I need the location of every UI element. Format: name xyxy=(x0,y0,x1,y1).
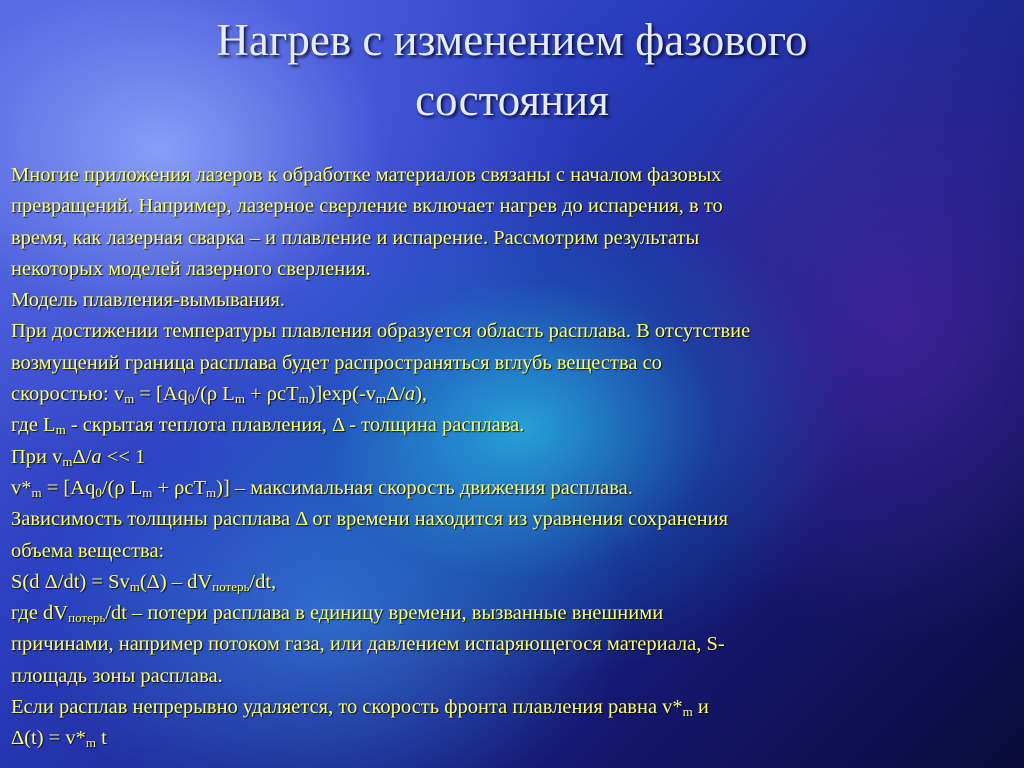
formula-subscript: m xyxy=(206,484,217,500)
formula-text: /dt – потери расплава в единицу времени, вызванные внешними xyxy=(105,602,664,625)
body-line-15 xyxy=(11,598,1016,629)
body-line-12: Зависимость толщины расплава Δ от времени находится из уравнения сохранения xyxy=(11,508,729,531)
body-line-10 xyxy=(11,442,1016,473)
body-line-16: причинами, например потоком газа, или давлением испаряющегося материала, S- xyxy=(11,633,725,656)
body-line-17: площадь зоны расплава. xyxy=(11,664,223,687)
formula-text: )]exp(-v xyxy=(308,383,376,406)
slide-title-line-2: состояния xyxy=(415,75,609,125)
body-line-3: время, как лазерная сварка – и плавление и испарение. Рассмотрим результаты xyxy=(11,226,700,249)
formula-text: v* xyxy=(11,476,32,499)
formula-subscript: m xyxy=(298,391,309,407)
formula-text: (Δ) – dV xyxy=(139,570,213,593)
formula-text: )] – максимальная скорость движения расплава. xyxy=(216,476,633,499)
formula-italic: a xyxy=(91,445,102,468)
formula-text: = [Aq xyxy=(134,383,188,406)
body-line-18 xyxy=(11,692,1016,723)
formula-text: Δ/ xyxy=(386,383,405,406)
body-line-11-max-velocity xyxy=(11,473,1016,504)
formula-subscript: m xyxy=(62,453,73,469)
formula-text: При v xyxy=(11,445,63,468)
formula-text: t xyxy=(95,727,107,750)
formula-text: ), xyxy=(415,383,428,406)
formula-subscript: потерь xyxy=(212,578,250,594)
body-line-1: Многие приложения лазеров к обработке материалов связаны с началом фазовых xyxy=(11,164,722,186)
formula-text: где dV xyxy=(11,602,69,625)
formula-subscript: 0 xyxy=(187,391,195,407)
slide-title-line-1: Нагрев с изменением фазового xyxy=(216,15,808,65)
formula-subscript: m xyxy=(31,484,42,500)
body-line-5: Модель плавления-вымывания. xyxy=(11,289,286,312)
body-line-13: объема вещества: xyxy=(11,539,165,562)
formula-text: = [Aq xyxy=(41,476,96,499)
body-line-8-velocity-formula xyxy=(11,379,1016,410)
formula-text: Δ(t) = v* xyxy=(11,727,86,750)
formula-text: + ρcT xyxy=(152,476,207,499)
formula-text: где L xyxy=(11,414,56,437)
formula-text: << 1 xyxy=(101,445,146,468)
formula-text: /(ρ L xyxy=(194,383,235,406)
formula-subscript: m xyxy=(682,704,693,720)
formula-subscript: m xyxy=(124,391,135,407)
formula-subscript: потерь xyxy=(68,610,106,626)
formula-subscript: m xyxy=(142,484,153,500)
formula-text: и xyxy=(692,696,709,719)
formula-text: /dt, xyxy=(249,570,277,593)
formula-text: - скрытая теплота плавления, Δ - толщина расплава. xyxy=(65,414,525,437)
formula-subscript: m xyxy=(129,578,140,594)
formula-italic: a xyxy=(404,383,416,406)
body-line-2: превращений. Например, лазерное сверление включает нагрев до испарения, в то xyxy=(11,195,723,218)
body-line-14-conservation-equation xyxy=(11,567,1016,598)
formula-text: /(ρ L xyxy=(101,476,143,499)
body-line-4: некоторых моделей лазерного сверления. xyxy=(11,257,371,280)
formula-text: S(d Δ/dt) = Sv xyxy=(11,570,130,593)
formula-text: Δ/ xyxy=(72,445,92,468)
body-line-9 xyxy=(11,410,1016,441)
body-line-7: возмущений граница расплава будет распространяться вглубь вещества со xyxy=(11,351,662,374)
formula-subscript: 0 xyxy=(95,484,102,500)
formula-subscript: m xyxy=(55,422,66,438)
slide-body xyxy=(11,160,1016,755)
formula-subscript: m xyxy=(85,735,96,751)
slide-title xyxy=(0,10,1024,130)
body-line-19-thickness-formula xyxy=(11,723,1016,754)
formula-text: Если расплав непрерывно удаляется, то скорость фронта плавления равна v* xyxy=(11,696,683,719)
formula-text: скоростью: v xyxy=(11,383,125,406)
formula-subscript: m xyxy=(234,391,245,407)
formula-text: + ρcT xyxy=(244,383,299,406)
body-line-6: При достижении температуры плавления образуется область расплава. В отсутствие xyxy=(11,320,751,343)
formula-subscript: m xyxy=(375,391,387,407)
